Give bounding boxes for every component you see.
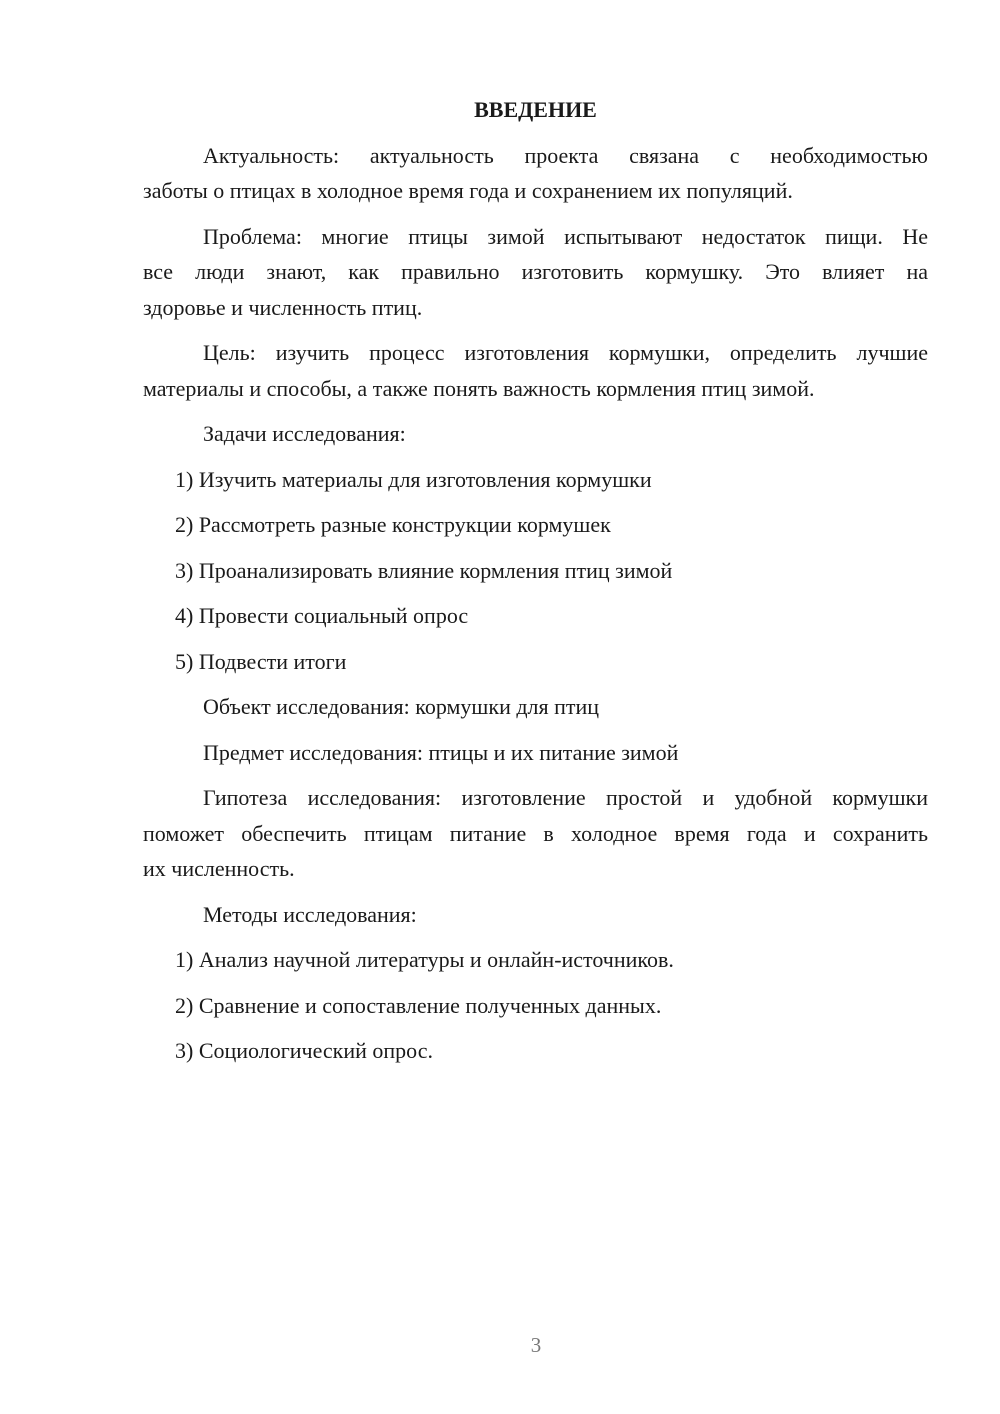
text-line: Предмет исследования: птицы и их питание зимой xyxy=(203,739,679,765)
list-item xyxy=(143,644,928,680)
text-line: 4) Провести социальный опрос xyxy=(175,603,469,628)
text-line: заботы о птицах в холодное время года и сохранением их популяций. xyxy=(143,178,793,203)
paragraph xyxy=(143,416,928,452)
page-number: 3 xyxy=(530,1333,542,1357)
list-item xyxy=(143,988,928,1024)
list-item xyxy=(143,598,928,634)
text-line: их численность. xyxy=(143,856,295,881)
text-line: поможет обеспечить птицам питание в холодное время года и сохранить xyxy=(143,820,928,846)
paragraph xyxy=(143,219,928,326)
text-line: Методы исследования: xyxy=(203,901,417,927)
text-line: Проблема: многие птицы зимой испытывают недостаток пищи. Не xyxy=(203,223,928,249)
text-line: 1) Изучить материалы для изготовления кормушки xyxy=(175,466,652,492)
text-line: 3) Социологический опрос. xyxy=(175,1038,433,1063)
text-line: Гипотеза исследования: изготовление простой и удобной кормушки xyxy=(203,785,928,810)
list-item xyxy=(143,553,928,589)
text-line: 2) Сравнение и сопоставление полученных данных. xyxy=(175,992,662,1018)
paragraph xyxy=(143,335,928,406)
text-line: Объект исследования: кормушки для птиц xyxy=(203,694,600,719)
text-line: 2) Рассмотреть разные конструкции кормушек xyxy=(175,512,611,537)
text-line: 1) Анализ научной литературы и онлайн-источников. xyxy=(175,947,674,972)
paragraph xyxy=(143,897,928,933)
paragraph xyxy=(143,138,928,209)
text-line: 5) Подвести итоги xyxy=(175,648,347,674)
paragraph xyxy=(143,689,928,725)
text-line: здоровье и численность птиц. xyxy=(143,294,423,320)
list-item xyxy=(143,462,928,498)
document-body xyxy=(143,92,928,1069)
paragraph xyxy=(143,735,928,771)
text-line: Задачи исследования: xyxy=(203,421,406,446)
text-line: материалы и способы, а также понять важность кормления птиц зимой. xyxy=(143,375,815,401)
paragraphs xyxy=(143,138,928,1069)
page-title: ВВЕДЕНИЕ xyxy=(474,97,597,122)
list-item xyxy=(143,1033,928,1069)
list-item xyxy=(143,507,928,543)
list-item xyxy=(143,942,928,978)
paragraph xyxy=(143,780,928,887)
text-line: 3) Проанализировать влияние кормления птиц зимой xyxy=(175,557,673,583)
text-line: Цель: изучить процесс изготовления кормушки, определить лучшие xyxy=(203,340,928,365)
text-line: все люди знают, как правильно изготовить кормушку. Это влияет на xyxy=(143,259,928,284)
text-line: Актуальность: актуальность проекта связана с необходимостью xyxy=(203,142,928,168)
